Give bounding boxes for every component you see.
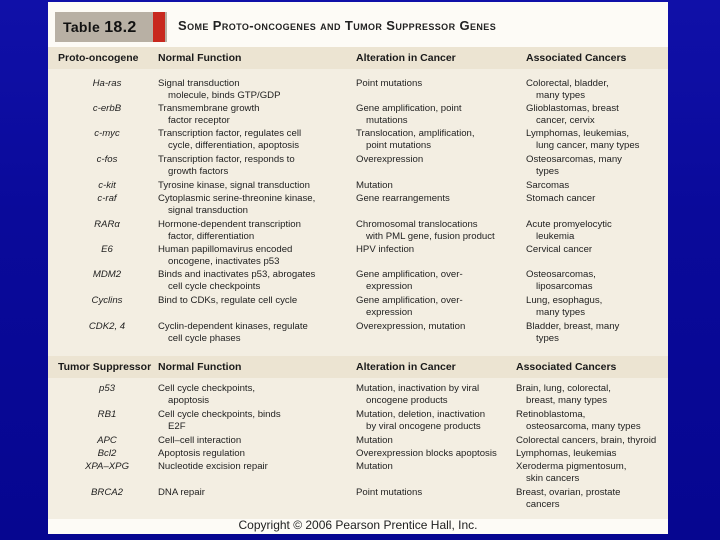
function-cell-line: Cytoplasmic serine-threonine kinase, xyxy=(158,193,316,204)
gene-cell: c-erbB xyxy=(92,103,122,114)
gene-cell: Ha-ras xyxy=(92,78,122,89)
gene-cell: MDM2 xyxy=(92,269,122,280)
gene-cell: Cyclins xyxy=(91,295,123,306)
gene-cell: Bcl2 xyxy=(97,448,117,459)
function-cell-line: Transmembrane growth xyxy=(158,103,260,114)
col-header-function: Normal Function xyxy=(158,52,242,64)
function-cell-line: factor, differentiation xyxy=(168,230,255,242)
cancers-cell xyxy=(516,435,666,447)
alteration-cell-line: Mutation xyxy=(356,435,393,446)
function-cell xyxy=(158,321,353,344)
cancers-cell xyxy=(526,295,666,318)
function-cell-line: Signal transduction xyxy=(158,78,240,89)
alteration-cell-line: Overexpression, mutation xyxy=(356,321,466,332)
cancers-cell xyxy=(526,244,666,256)
function-cell xyxy=(158,154,353,177)
cancers-cell-line: Osteosarcomas, many xyxy=(526,154,622,165)
alteration-cell-line: Gene rearrangements xyxy=(356,193,450,204)
cancers-cell xyxy=(526,269,666,292)
function-cell-line: Cell–cell interaction xyxy=(158,435,242,446)
copyright-notice: Copyright © 2006 Pearson Prentice Hall, Inc. xyxy=(238,518,478,532)
cancers-cell-line: Bladder, breast, many xyxy=(526,321,620,332)
cancers-cell-line: Colorectal, bladder, xyxy=(526,78,609,89)
function-cell xyxy=(158,409,353,432)
function-cell xyxy=(158,448,353,460)
function-cell xyxy=(158,78,353,101)
alteration-cell-line: Point mutations xyxy=(356,78,423,89)
alteration-cell-line: mutations xyxy=(366,114,408,126)
gene-cell: RARα xyxy=(94,219,120,230)
cancers-cell-line: Colorectal cancers, brain, thyroid xyxy=(516,435,657,446)
cancers-cell-line: Brain, lung, colorectal, xyxy=(516,383,611,394)
alteration-cell xyxy=(356,219,526,242)
gene-cell: XPA–XPG xyxy=(84,461,130,472)
col-header-gene: Proto-oncogene xyxy=(58,52,139,64)
gene-cell: RB1 xyxy=(97,409,117,420)
alteration-cell xyxy=(356,295,526,318)
cancers-cell xyxy=(526,154,666,177)
cancers-cell-line: Glioblastomas, breast xyxy=(526,103,619,114)
alteration-cell xyxy=(356,78,526,90)
alteration-cell-line: HPV infection xyxy=(356,244,415,255)
cancers-cell-line: types xyxy=(536,165,559,177)
alteration-cell xyxy=(356,487,526,499)
alteration-cell-line: by viral oncogene products xyxy=(366,420,481,432)
function-cell-line: signal transduction xyxy=(168,204,248,216)
table-tag-number: 18.2 xyxy=(104,19,137,36)
function-cell xyxy=(158,383,353,406)
function-cell-line: E2F xyxy=(168,420,186,432)
col-header-gene: Tumor Suppressor xyxy=(58,361,152,373)
function-cell-line: Cell cycle checkpoints, xyxy=(158,383,256,394)
cancers-cell-line: cancers xyxy=(526,498,560,510)
alteration-cell-line: Gene amplification, point xyxy=(356,103,462,114)
cancers-cell-line: Lymphomas, leukemias, xyxy=(526,128,630,139)
function-cell-line: DNA repair xyxy=(158,487,205,498)
function-cell-line: Apoptosis regulation xyxy=(158,448,245,459)
function-cell xyxy=(158,269,353,292)
cancers-cell-line: many types xyxy=(536,306,586,318)
proto-oncogene-header-row xyxy=(48,47,668,69)
alteration-cell xyxy=(356,154,526,166)
function-cell-line: oncogene, inactivates p53 xyxy=(168,255,280,267)
cancers-cell xyxy=(526,128,666,151)
cancers-cell-line: liposarcomas xyxy=(536,280,593,292)
gene-cell: c-myc xyxy=(94,128,120,139)
alteration-cell-line: Translocation, amplification, xyxy=(356,128,475,139)
alteration-cell-line: Mutation, deletion, inactivation xyxy=(356,409,486,420)
cancers-cell-line: Breast, ovarian, prostate xyxy=(516,487,621,498)
cancers-cell-line: Osteosarcomas, xyxy=(526,269,596,280)
cancers-cell xyxy=(516,383,666,406)
alteration-cell xyxy=(356,103,526,126)
function-cell xyxy=(158,128,353,151)
cancers-cell xyxy=(526,193,666,205)
gene-table xyxy=(48,47,668,519)
alteration-cell xyxy=(356,269,526,292)
gene-cell: p53 xyxy=(98,383,115,394)
function-cell xyxy=(158,461,353,473)
cancers-cell xyxy=(526,219,666,242)
cancers-cell-line: Cervical cancer xyxy=(526,244,593,255)
col-header-alteration: Alteration in Cancer xyxy=(356,52,456,64)
cancers-cell xyxy=(526,321,666,344)
function-cell xyxy=(158,244,353,267)
function-cell-line: Bind to CDKs, regulate cell cycle xyxy=(158,295,298,306)
cancers-cell xyxy=(516,461,666,484)
col-header-cancers: Associated Cancers xyxy=(526,52,627,64)
gene-cell: E6 xyxy=(101,244,113,255)
col-header-function: Normal Function xyxy=(158,361,242,373)
function-cell-line: Cyclin-dependent kinases, regulate xyxy=(158,321,308,332)
cancers-cell-line: lung cancer, many types xyxy=(536,139,640,151)
cancers-cell-line: Acute promyelocytic xyxy=(526,219,612,230)
alteration-cell xyxy=(356,409,526,432)
alteration-cell-line: expression xyxy=(366,280,413,292)
alteration-cell-line: expression xyxy=(366,306,413,318)
col-header-cancers: Associated Cancers xyxy=(516,361,617,373)
cancers-cell xyxy=(526,103,666,126)
alteration-cell xyxy=(356,461,526,473)
gene-cell: c-raf xyxy=(97,193,117,204)
table-title: Some Proto-oncogenes and Tumor Suppressor Genes xyxy=(178,18,497,33)
function-cell-line: Hormone-dependent transcription xyxy=(158,219,301,230)
function-cell-line: cell cycle phases xyxy=(168,332,241,344)
function-cell-line: molecule, binds GTP/GDP xyxy=(168,89,281,101)
alteration-cell-line: oncogene products xyxy=(366,394,448,406)
table-tag-prefix: Table xyxy=(63,19,101,35)
function-cell xyxy=(158,295,353,307)
alteration-cell-line: point mutations xyxy=(366,139,432,151)
cancers-cell-line: types xyxy=(536,332,559,344)
cancers-cell-line: Sarcomas xyxy=(526,180,570,191)
cancers-cell xyxy=(516,409,666,432)
cancers-cell-line: Xeroderma pigmentosum, xyxy=(516,461,627,472)
cancers-cell-line: Lymphomas, leukemias xyxy=(516,448,617,459)
slide-frame xyxy=(48,2,668,534)
cancers-cell-line: leukemia xyxy=(536,230,575,242)
function-cell-line: Human papillomavirus encoded xyxy=(158,244,293,255)
alteration-cell-line: Mutation, inactivation by viral xyxy=(356,383,480,394)
alteration-cell xyxy=(356,435,526,447)
alteration-cell-line: Mutation xyxy=(356,180,393,191)
cancers-cell-line: Retinoblastoma, xyxy=(516,409,586,420)
cancers-cell-line: many types xyxy=(536,89,586,101)
function-cell-line: Nucleotide excision repair xyxy=(158,461,268,472)
function-cell xyxy=(158,103,353,126)
cancers-cell-line: osteosarcoma, many types xyxy=(526,420,641,432)
function-cell xyxy=(158,193,353,216)
gene-cell: c-fos xyxy=(96,154,118,165)
alteration-cell xyxy=(356,128,526,151)
function-cell-line: Tyrosine kinase, signal transduction xyxy=(158,180,310,191)
function-cell-line: Cell cycle checkpoints, binds xyxy=(158,409,281,420)
cancers-cell-line: breast, many types xyxy=(526,394,608,406)
gene-cell: CDK2, 4 xyxy=(88,321,126,332)
alteration-cell xyxy=(356,180,526,192)
alteration-cell-line: with PML gene, fusion product xyxy=(366,230,495,242)
table-flag-marker xyxy=(153,12,165,42)
alteration-cell-line: Point mutations xyxy=(356,487,423,498)
function-cell-line: cycle, differentiation, apoptosis xyxy=(168,139,300,151)
function-cell xyxy=(158,180,353,192)
alteration-cell-line: Overexpression xyxy=(356,154,424,165)
cancers-cell-line: skin cancers xyxy=(526,472,580,484)
function-cell-line: Transcription factor, regulates cell xyxy=(158,128,302,139)
cancers-cell xyxy=(526,180,666,192)
alteration-cell-line: Overexpression blocks apoptosis xyxy=(356,448,497,459)
table-tag xyxy=(55,12,167,42)
function-cell-line: factor receptor xyxy=(168,114,230,126)
cancers-cell-line: cancer, cervix xyxy=(536,114,595,126)
function-cell-line: growth factors xyxy=(168,165,229,177)
table-header xyxy=(48,6,668,40)
gene-cell: BRCA2 xyxy=(91,487,123,498)
cancers-cell-line: Lung, esophagus, xyxy=(526,295,603,306)
alteration-cell-line: Chromosomal translocations xyxy=(356,219,478,230)
function-cell xyxy=(158,219,353,242)
alteration-cell xyxy=(356,383,526,406)
alteration-cell xyxy=(356,321,526,333)
function-cell-line: cell cycle checkpoints xyxy=(168,280,261,292)
function-cell-line: Transcription factor, responds to xyxy=(158,154,295,165)
alteration-cell xyxy=(356,193,526,205)
col-header-alteration: Alteration in Cancer xyxy=(356,361,456,373)
alteration-cell-line: Gene amplification, over- xyxy=(356,269,463,280)
cancers-cell xyxy=(516,487,666,510)
cancers-cell xyxy=(516,448,666,460)
function-cell-line: apoptosis xyxy=(168,394,210,406)
alteration-cell xyxy=(356,244,526,256)
cancers-cell-line: Stomach cancer xyxy=(526,193,596,204)
cancers-cell xyxy=(526,78,666,101)
tumor-suppressor-header-row xyxy=(48,356,668,378)
alteration-cell-line: Gene amplification, over- xyxy=(356,295,463,306)
alteration-cell-line: Mutation xyxy=(356,461,393,472)
function-cell xyxy=(158,435,353,447)
function-cell-line: Binds and inactivates p53, abrogates xyxy=(158,269,316,280)
gene-cell: APC xyxy=(97,435,117,446)
alteration-cell xyxy=(356,448,526,460)
gene-cell: c-kit xyxy=(98,180,116,191)
function-cell xyxy=(158,487,353,499)
